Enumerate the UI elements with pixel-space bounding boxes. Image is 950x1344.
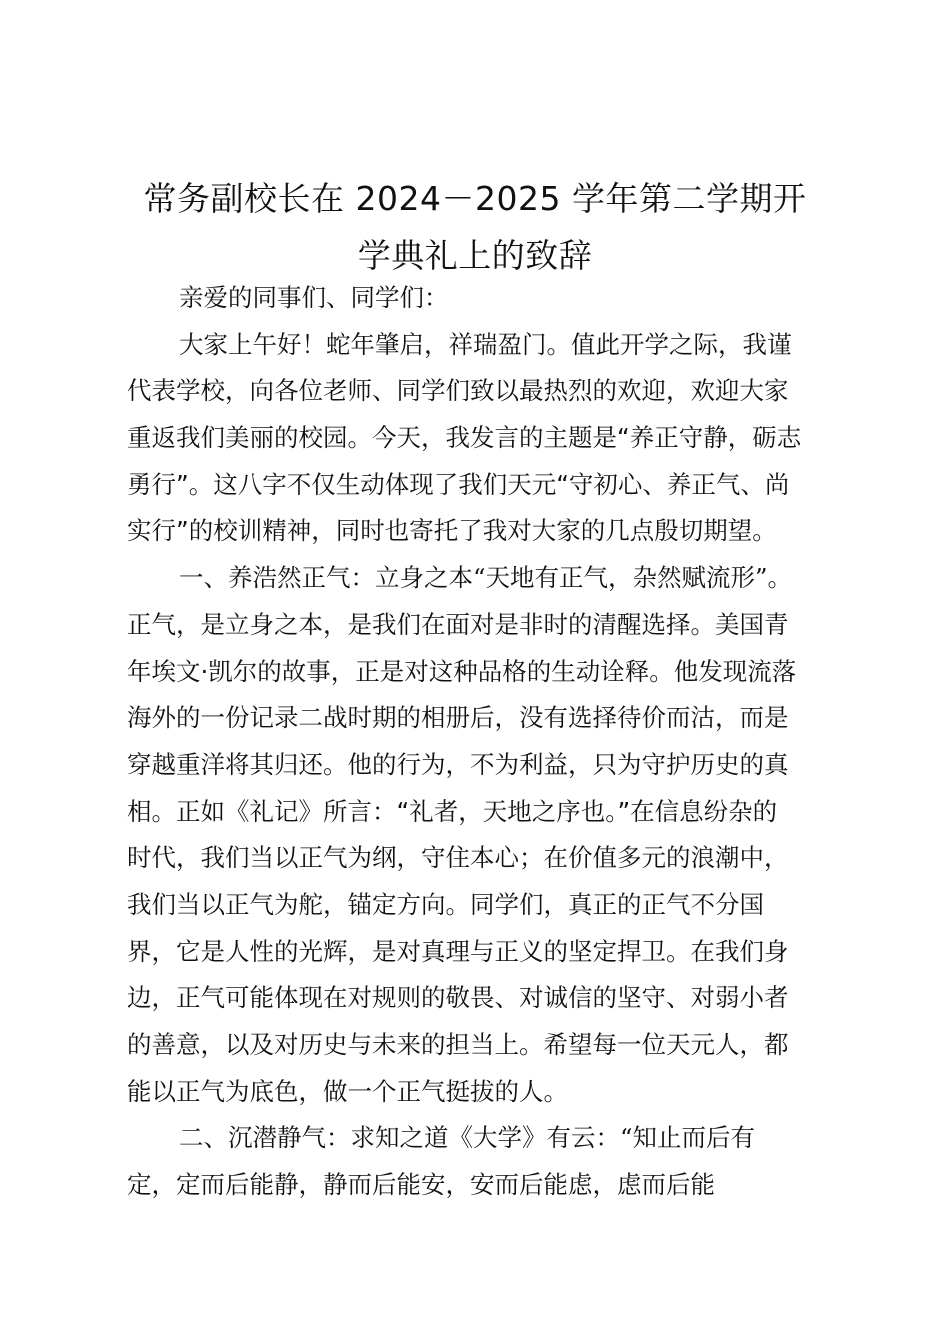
paragraph-line: 能以正气为底色，做一个正气挺拔的人。	[127, 1076, 568, 1106]
paragraph-line: 勇行”。这八字不仅生动体现了我们天元“守初心、养正气、尚	[127, 469, 790, 499]
paragraph-line: 正气，是立身之本，是我们在面对是非时的清醒选择。美国青	[127, 609, 789, 639]
paragraph-line: 年埃文·凯尔的故事，正是对这种品格的生动诠释。他发现流落	[127, 656, 797, 686]
paragraph-line: 代表学校，向各位老师、同学们致以最热烈的欢迎，欢迎大家	[127, 376, 789, 406]
paragraph-line: 的善意，以及对历史与未来的担当上。希望每一位天元人，都	[127, 1030, 789, 1059]
paragraph-line: 相。正如《礼记》所言：“礼者，天地之序也。”在信息纷杂的	[127, 796, 778, 826]
document-title	[110, 170, 840, 284]
paragraph-line: 界，它是人性的光辉，是对真理与正义的坚定捍卫。在我们身	[127, 936, 789, 966]
paragraph-line: 定，定而后能静，静而后能安，安而后能虑，虑而后能	[127, 1170, 715, 1200]
paragraph-line: 重返我们美丽的校园。今天，我发言的主题是“养正守静，砺志	[127, 423, 802, 453]
paragraph-line: 时代，我们当以正气为纲，守住本心；在价值多元的浪潮中，	[127, 843, 789, 873]
paragraph-line: 边，正气可能体现在对规则的敬畏、对诚信的坚守、对弱小者	[127, 983, 789, 1013]
paragraph-line: 我们当以正气为舵，锚定方向。同学们，真正的正气不分国	[127, 889, 764, 919]
title-line-1: 常务副校长在 2024－2025 学年第二学期开	[143, 179, 807, 218]
salutation: 亲爱的同事们、同学们：	[179, 283, 449, 312]
section-heading-2: 二、沉潜静气：求知之道《大学》有云：“知止而后有	[179, 1123, 756, 1153]
document-body	[127, 275, 833, 1209]
title-line-2: 学典礼上的致辞	[357, 236, 593, 275]
paragraph-line: 大家上午好！蛇年肇启，祥瑞盈门。值此开学之际，我谨	[179, 329, 792, 359]
paragraph-line: 穿越重洋将其归还。他的行为，不为利益，只为守护历史的真	[127, 749, 789, 779]
paragraph-line: 海外的一份记录二战时期的相册后，没有选择待价而沽，而是	[127, 703, 789, 733]
section-heading-1: 一、养浩然正气：立身之本“天地有正气，杂然赋流形”。	[179, 563, 793, 593]
paragraph-line: 实行”的校训精神，同时也寄托了我对大家的几点殷切期望。	[127, 516, 777, 546]
